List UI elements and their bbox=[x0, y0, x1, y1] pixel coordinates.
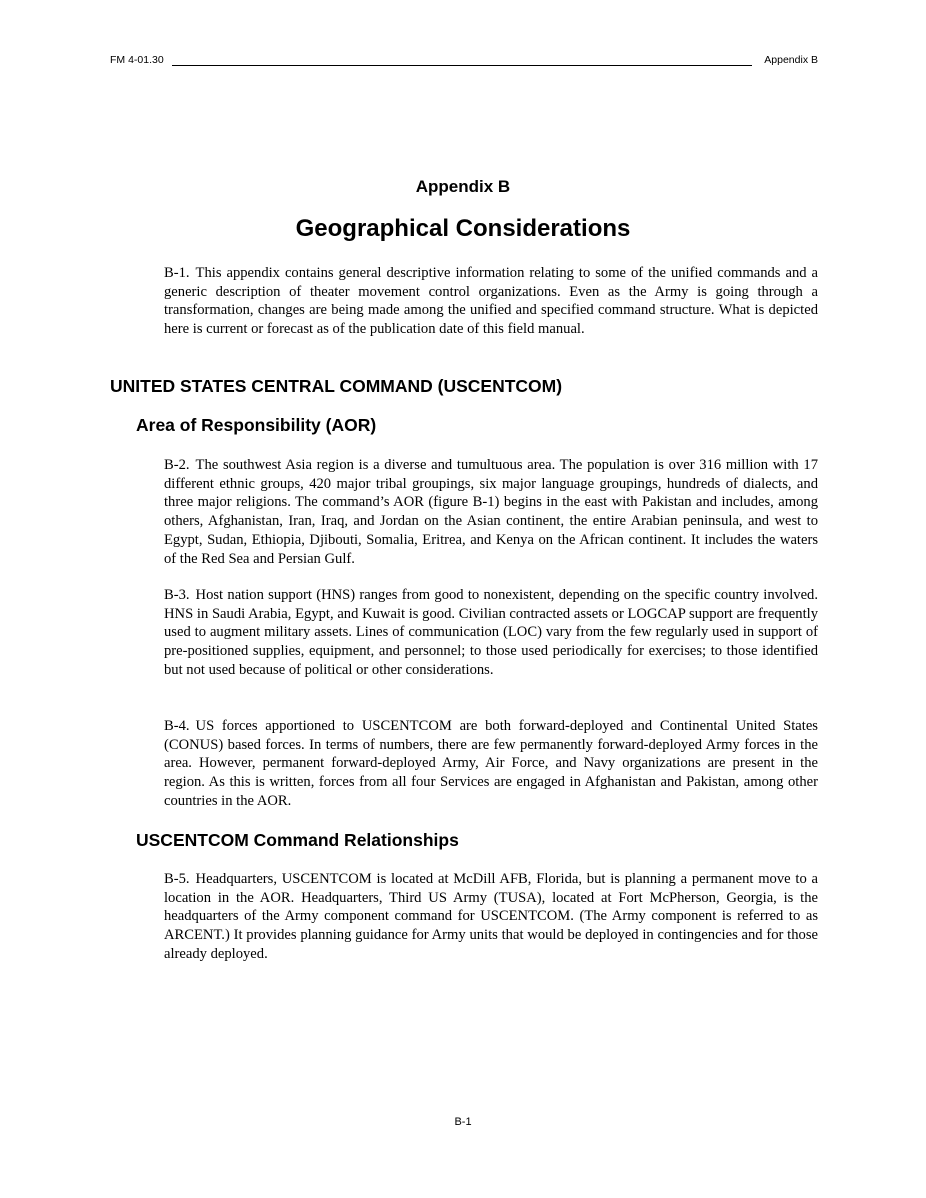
subheading-aor: Area of Responsibility (AOR) bbox=[136, 415, 377, 435]
header-rule bbox=[172, 65, 752, 66]
running-header bbox=[110, 54, 818, 68]
paragraph-number: B-2. bbox=[164, 457, 190, 473]
paragraph-text: US forces apportioned to USCENTCOM are both forward-deployed and Continental United States (CONUS) based forces. In terms of numbers, there are few permanently forward-deployed Army forces in the area. However, permanent forward-deployed Army, Air Force, and Navy organizations are present in the region. As this is written, forces from all four Services are engaged in Afghanistan and Pakistan, among other countries in the AOR. bbox=[164, 718, 818, 809]
paragraph-number: B-3. bbox=[164, 587, 190, 603]
paragraph-b2 bbox=[164, 456, 818, 568]
paragraph-text: The southwest Asia region is a diverse and tumultuous area. The population is over 316 million with 17 different ethnic groups, 420 major tribal groupings, six major language groupings, hundreds of dialects, and three major religions. The command’s AOR (figure B-1) begins in the east with Pakistan and includes, among others, Afghanistan, Iran, Iraq, and Jordan on the Asian continent, the entire Arabian peninsula, and west to Egypt, Sudan, Ethiopia, Djibouti, Somalia, Eritrea, and Kenya on the African continent. It includes the waters of the Red Sea and Persian Gulf. bbox=[164, 457, 818, 567]
paragraph-b4 bbox=[164, 717, 818, 811]
paragraph-number: B-1. bbox=[164, 265, 190, 281]
paragraph-number: B-5. bbox=[164, 871, 190, 887]
header-section-label: Appendix B bbox=[764, 54, 818, 66]
paragraph-text: Headquarters, USCENTCOM is located at McDill AFB, Florida, but is planning a permanent move to a location in the AOR. Headquarters, Third US Army (TUSA), located at Fort McPherson, Georgia, is the headquarters of the Army component command for USCENTCOM. (The Army component is referred to as ARCENT.) It provides planning guidance for Army units that would be deployed in contingencies and for those already deployed. bbox=[164, 871, 818, 962]
section-heading-uscentcom: UNITED STATES CENTRAL COMMAND (USCENTCOM) bbox=[110, 376, 563, 396]
header-publication-id: FM 4-01.30 bbox=[110, 54, 164, 66]
paragraph-number: B-4. bbox=[164, 718, 190, 734]
page-title: Geographical Considerations bbox=[295, 215, 631, 242]
paragraph-text: Host nation support (HNS) ranges from good to nonexistent, depending on the specific country involved. HNS in Saudi Arabia, Egypt, and Kuwait is good. Civilian contracted assets or LOGCAP support are frequently used to augment military assets. Lines of communication (LOC) vary from the few regularly used in support of pre-positioned supplies, equipment, and personnel; to those used periodically for exercises; to those identified but not used because of political or other considerations. bbox=[164, 587, 818, 678]
paragraph-text: This appendix contains general descriptive information relating to some of the unified commands and a generic description of theater movement control organizations. Even as the Army is going through a transformation, changes are being made among the unified and specified command structure. What is depicted here is current or forecast as of the publication date of this field manual. bbox=[164, 265, 818, 338]
appendix-label: Appendix B bbox=[415, 177, 511, 196]
paragraph-b3 bbox=[164, 586, 818, 680]
paragraph-b5 bbox=[164, 870, 818, 964]
page-number: B-1 bbox=[454, 1116, 472, 1128]
paragraph-b1 bbox=[164, 264, 818, 339]
subheading-command-relationships: USCENTCOM Command Relationships bbox=[136, 830, 459, 850]
